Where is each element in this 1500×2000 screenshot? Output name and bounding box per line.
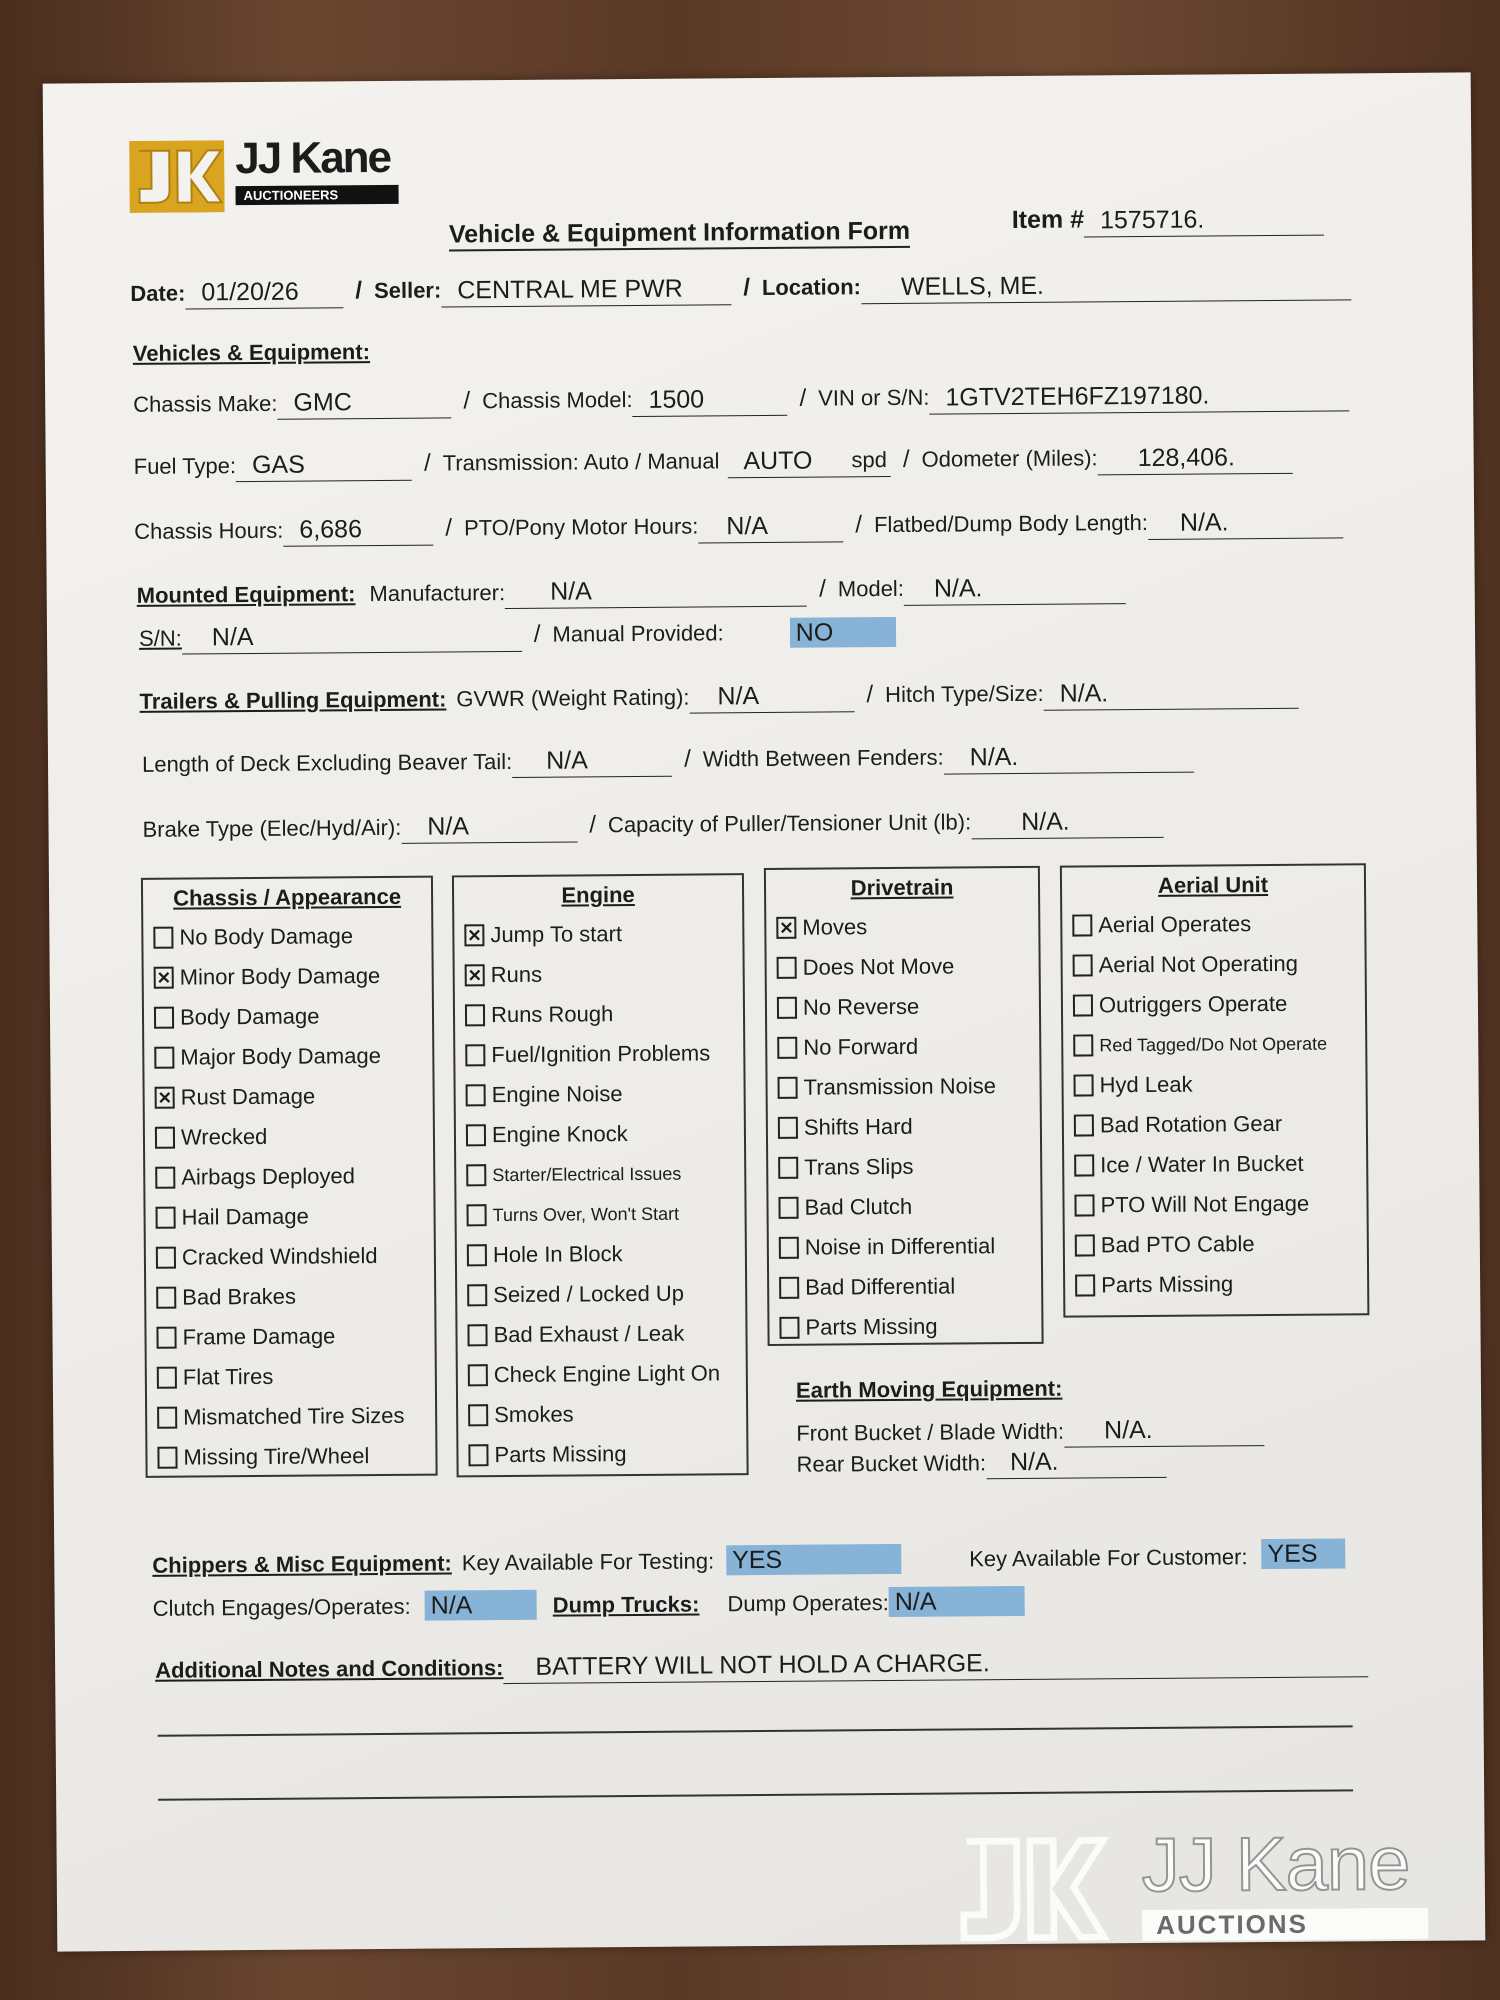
checklist-item[interactable] — [769, 1226, 1041, 1268]
checklist-item-label: Bad Differential — [805, 1273, 956, 1300]
pto-hours-label: / PTO/Pony Motor Hours: — [433, 513, 698, 546]
checklist-item-label: Red Tagged/Do Not Operate — [1099, 1033, 1328, 1055]
checklist-item[interactable] — [146, 1316, 434, 1358]
checkbox-icon[interactable] — [467, 1244, 487, 1266]
front-bucket-label: Front Bucket / Blade Width: — [796, 1418, 1065, 1446]
checklist-item[interactable] — [767, 1026, 1039, 1068]
checkbox-icon[interactable] — [1075, 1234, 1095, 1256]
seller-label: / Seller: — [343, 277, 441, 309]
checklist-item-label: Flat Tires — [182, 1363, 274, 1390]
seller-field[interactable]: CENTRAL ME PWR — [441, 273, 731, 307]
checklist-item[interactable] — [144, 956, 432, 998]
sn-label: S/N: — [138, 625, 182, 651]
checkbox-icon[interactable] — [157, 1407, 177, 1429]
checklist-item[interactable] — [457, 1233, 745, 1275]
checklist-item-label: Hyd Leak — [1099, 1071, 1193, 1098]
checkbox-icon[interactable] — [156, 1327, 176, 1349]
checked-checkbox-icon[interactable] — [154, 967, 174, 989]
brake-type-label: Brake Type (Elec/Hyd/Air): — [142, 814, 402, 842]
checklist-item-label: Bad Brakes — [182, 1283, 297, 1310]
checklist-item[interactable] — [145, 1156, 433, 1198]
item-label: Item # — [1011, 205, 1085, 235]
checklist-item-label: Parts Missing — [805, 1313, 938, 1340]
deck-length-label: Length of Deck Excluding Beaver Tail: — [141, 748, 513, 777]
front-bucket-field[interactable]: N/A . — [1064, 1414, 1264, 1448]
checklist-item-label: Smokes — [494, 1401, 574, 1428]
checklist-item-label: Bad PTO Cable — [1100, 1231, 1255, 1258]
transmission-speed-suffix: spd — [847, 447, 891, 477]
capacity-label: / Capacity of Puller/Tensioner Unit (lb): — [577, 808, 971, 842]
aerial-section-title: Aerial Unit — [1157, 872, 1269, 898]
checklist-item[interactable] — [1062, 943, 1364, 985]
checklist-item-label: Hail Damage — [181, 1203, 309, 1230]
engine-section-title: Engine — [561, 882, 635, 908]
checklist-item[interactable] — [457, 1273, 745, 1315]
logo-tagline: AUCTIONEERS — [235, 185, 398, 205]
earth-moving-header: Earth Moving Equipment: — [795, 1375, 1063, 1403]
dump-trucks-header: Dump Trucks: — [552, 1591, 700, 1618]
checklist-item[interactable] — [1063, 1063, 1365, 1105]
vin-field[interactable]: 1GTV2TEH6FZ197180 . — [929, 379, 1349, 414]
checklist-item-label: Starter/Electrical Issues — [492, 1163, 682, 1185]
notes-line-3[interactable] — [158, 1789, 1353, 1800]
checklist-item-label: Bad Exhaust / Leak — [493, 1320, 685, 1348]
checkbox-icon[interactable] — [465, 1044, 485, 1066]
checklist-item-label: Jump To start — [490, 921, 623, 948]
checklist-item[interactable] — [457, 1313, 745, 1355]
chassis-model-label: / Chassis Model: — [451, 386, 632, 418]
vin-label: / VIN or S/N: — [787, 384, 929, 416]
checklist-item[interactable] — [1064, 1143, 1366, 1185]
mounted-header: Mounted Equipment: — [136, 581, 356, 608]
checkbox-icon[interactable] — [1074, 1154, 1094, 1176]
checklist-item[interactable] — [1064, 1183, 1366, 1225]
checklist-item-label: Engine Noise — [491, 1081, 623, 1108]
aerial-section — [1060, 863, 1370, 1317]
checklist-item-label: Cracked Windshield — [181, 1243, 378, 1270]
checkbox-icon[interactable] — [156, 1287, 176, 1309]
checklist-item-label: Outriggers Operate — [1098, 990, 1288, 1018]
odometer-field[interactable]: 128,406 . — [1098, 442, 1293, 476]
chassis-make-label: Chassis Make: — [133, 390, 278, 417]
dump-operates-field[interactable]: N/A — [889, 1586, 1025, 1617]
checklist-item[interactable] — [144, 996, 432, 1038]
form-sheet — [43, 72, 1486, 1951]
checklist-item[interactable] — [768, 1106, 1040, 1148]
model-label: / Model: — [807, 575, 904, 607]
chassis-hours-field[interactable]: 6,686 — [283, 514, 433, 547]
logo-name: JJ Kane — [235, 132, 391, 184]
checkbox-icon[interactable] — [1075, 1274, 1095, 1296]
checkbox-icon[interactable] — [467, 1284, 487, 1306]
manual-label: / Manual Provided: — [522, 619, 724, 652]
checklist-item[interactable] — [1064, 1103, 1366, 1145]
drivetrain-section-title: Drivetrain — [850, 874, 954, 901]
checklist-item-label: Runs — [490, 961, 543, 988]
checklist-item[interactable] — [458, 1393, 746, 1435]
checklist-item[interactable] — [769, 1306, 1041, 1348]
checklist-item-label: PTO Will Not Engage — [1100, 1190, 1310, 1218]
checklist-item-label: Engine Knock — [491, 1121, 628, 1148]
checklist-item[interactable] — [768, 1186, 1040, 1228]
checked-checkbox-icon[interactable] — [776, 917, 796, 939]
checkbox-icon[interactable] — [157, 1447, 177, 1469]
key-customer-field[interactable]: YES — [1261, 1538, 1345, 1569]
checklist-item[interactable] — [1063, 983, 1365, 1025]
checklist-item-label: Bad Clutch — [804, 1193, 913, 1220]
fenders-field[interactable]: N/A . — [944, 741, 1194, 775]
fenders-label: / Width Between Fenders: — [672, 744, 944, 777]
notes-label: Additional Notes and Conditions: — [155, 1655, 504, 1683]
vehicles-header: Vehicles & Equipment: — [132, 339, 371, 366]
manual-provided-field[interactable]: NO — [790, 617, 896, 648]
checked-checkbox-icon[interactable] — [465, 964, 485, 986]
checklist-item-label: Major Body Damage — [180, 1043, 381, 1070]
checkbox-icon[interactable] — [155, 1127, 175, 1149]
hitch-label: / Hitch Type/Size: — [854, 680, 1043, 712]
chassis-make-field[interactable]: GMC — [277, 386, 451, 419]
drivetrain-section — [764, 866, 1044, 1346]
checklist-item[interactable] — [454, 913, 742, 955]
watermark — [946, 1820, 1410, 1956]
checklist-item[interactable] — [767, 986, 1039, 1028]
checklist-item-label: Fuel/Ignition Problems — [491, 1040, 711, 1068]
checklist-item[interactable] — [1065, 1263, 1367, 1305]
checkbox-icon[interactable] — [1074, 1194, 1094, 1216]
checklist-item[interactable] — [147, 1436, 435, 1478]
checklist-item-label: Does Not Move — [802, 953, 955, 980]
checkbox-icon[interactable] — [1073, 1034, 1093, 1056]
date-field[interactable]: 01/20/26 — [185, 276, 343, 309]
checkbox-icon[interactable] — [466, 1084, 486, 1106]
chippers-header: Chippers & Misc Equipment: — [152, 1550, 452, 1578]
checklist-item-label: Aerial Not Operating — [1098, 950, 1299, 978]
key-testing-label: Key Available For Testing: — [461, 1548, 715, 1576]
checklist-item-label: No Reverse — [802, 993, 920, 1020]
checklist-item-label: Runs Rough — [490, 1001, 614, 1028]
sn-field[interactable]: N/A — [182, 620, 522, 655]
hitch-field[interactable]: N/A . — [1044, 677, 1299, 711]
checkbox-icon[interactable] — [778, 1077, 798, 1099]
checkbox-icon[interactable] — [779, 1277, 799, 1299]
checklist-item[interactable] — [455, 1073, 743, 1115]
checklist-item-label: Minor Body Damage — [179, 963, 381, 990]
checklist-item[interactable] — [455, 993, 743, 1035]
checklist-item[interactable] — [458, 1353, 746, 1395]
checked-checkbox-icon[interactable] — [155, 1087, 175, 1109]
checkbox-icon[interactable] — [468, 1444, 488, 1466]
checklist-item[interactable] — [144, 1076, 432, 1118]
watermark-jk-icon — [946, 1830, 1112, 1951]
checklist-item[interactable] — [146, 1276, 434, 1318]
brake-type-field[interactable]: N/A — [401, 810, 577, 843]
checkbox-icon[interactable] — [778, 1157, 798, 1179]
checklist-item[interactable] — [1062, 903, 1364, 945]
chassis-section-title: Chassis / Appearance — [173, 883, 402, 911]
checkbox-icon[interactable] — [466, 1164, 486, 1186]
body-length-field[interactable]: N/A . — [1148, 506, 1343, 540]
checklist-item-label: Wrecked — [180, 1123, 268, 1150]
checklist-item[interactable] — [146, 1236, 434, 1278]
checklist-item-label: Body Damage — [179, 1003, 320, 1030]
jjkane-logo — [129, 132, 391, 218]
checkbox-icon[interactable] — [1074, 1114, 1094, 1136]
deck-length-field[interactable]: N/A — [512, 745, 672, 778]
checklist-item[interactable] — [143, 916, 431, 958]
checkbox-icon[interactable] — [777, 957, 797, 979]
date-label: Date: — [130, 280, 186, 306]
checkbox-icon[interactable] — [779, 1317, 799, 1339]
checklist-item[interactable] — [456, 1193, 744, 1235]
model-field[interactable]: N/A . — [904, 572, 1126, 606]
checklist-item-label: Turns Over, Won't Start — [492, 1203, 680, 1225]
fuel-field[interactable]: GAS — [236, 449, 412, 482]
odometer-label: / Odometer (Miles): — [891, 444, 1098, 477]
notes-field[interactable]: BATTERY WILL NOT HOLD A CHARGE. — [503, 1645, 1368, 1684]
checklist-item[interactable] — [144, 1036, 432, 1078]
checklist-item-label: Parts Missing — [1101, 1271, 1234, 1298]
checkbox-icon[interactable] — [779, 1237, 799, 1259]
checklist-item[interactable] — [767, 1066, 1039, 1108]
location-field[interactable]: WELLS, ME . — [861, 268, 1351, 304]
body-length-label: / Flatbed/Dump Body Length: — [843, 509, 1148, 542]
checklist-item[interactable] — [1063, 1023, 1365, 1065]
transmission-label: / Transmission: Auto / Manual — [412, 447, 720, 480]
checkbox-icon[interactable] — [156, 1247, 176, 1269]
checklist-item[interactable] — [458, 1433, 746, 1475]
checklist-item[interactable] — [147, 1396, 435, 1438]
key-testing-field[interactable]: YES — [726, 1544, 901, 1575]
checklist-item-label: Check Engine Light On — [493, 1360, 721, 1388]
checklist-item[interactable] — [456, 1113, 744, 1155]
checklist-item-label: Seized / Locked Up — [493, 1280, 685, 1308]
watermark-tagline: AUCTIONS — [1142, 1908, 1428, 1941]
checkbox-icon[interactable] — [153, 927, 173, 949]
checklist-item[interactable] — [766, 906, 1038, 948]
form-title: Vehicle & Equipment Information Form — [449, 217, 910, 252]
checklist-item-label: Shifts Hard — [803, 1113, 913, 1140]
checkbox-icon[interactable] — [154, 1007, 174, 1029]
checkbox-icon[interactable] — [1073, 994, 1093, 1016]
capacity-field[interactable]: N/A . — [971, 806, 1163, 840]
checked-checkbox-icon[interactable] — [464, 924, 484, 946]
item-number-field[interactable]: 1575716 . — [1084, 204, 1324, 238]
checkbox-icon[interactable] — [778, 1117, 798, 1139]
trailers-header: Trailers & Pulling Equipment: — [139, 686, 447, 714]
checkbox-icon[interactable] — [154, 1047, 174, 1069]
checklist-item-label: No Forward — [803, 1033, 919, 1060]
checkbox-icon[interactable] — [468, 1364, 488, 1386]
checkbox-icon[interactable] — [155, 1167, 175, 1189]
checkbox-icon[interactable] — [777, 1037, 797, 1059]
checklist-item-label: Moves — [802, 914, 868, 940]
checkbox-icon[interactable] — [467, 1324, 487, 1346]
location-label: / Location: — [731, 273, 861, 305]
checklist-item-label: Mismatched Tire Sizes — [183, 1402, 405, 1430]
checkbox-icon[interactable] — [1072, 914, 1092, 936]
checklist-item[interactable] — [769, 1266, 1041, 1308]
rear-bucket-label: Rear Bucket Width: — [796, 1450, 987, 1477]
checklist-item-label: Noise in Differential — [804, 1233, 996, 1260]
checkbox-icon[interactable] — [156, 1207, 176, 1229]
checklist-item-label: Hole In Block — [492, 1241, 623, 1268]
checklist-item[interactable] — [766, 946, 1038, 988]
checklist-item-label: Transmission Noise — [803, 1073, 997, 1100]
checklist-item[interactable] — [455, 953, 743, 995]
checkbox-icon[interactable] — [468, 1404, 488, 1426]
checkbox-icon[interactable] — [1074, 1074, 1094, 1096]
chassis-section — [141, 876, 438, 1478]
checklist-item-label: Ice / Water In Bucket — [1100, 1150, 1304, 1178]
checklist-item[interactable] — [1065, 1223, 1367, 1265]
checkbox-icon[interactable] — [778, 1197, 798, 1219]
chassis-hours-label: Chassis Hours: — [134, 517, 284, 544]
checkbox-icon[interactable] — [777, 997, 797, 1019]
transmission-field[interactable]: AUTO — [727, 445, 847, 478]
checklist-item-label: Aerial Operates — [1098, 911, 1252, 938]
jk-logo-icon — [129, 140, 225, 213]
checklist-item-label: Frame Damage — [182, 1323, 336, 1350]
key-customer-label: Key Available For Customer: — [969, 1544, 1248, 1572]
watermark-name: JJ Kane — [1141, 1820, 1410, 1909]
checklist-item-label: No Body Damage — [179, 923, 354, 950]
engine-section — [452, 873, 749, 1477]
dump-operates-label: Dump Operates: — [727, 1590, 889, 1617]
checklist-item[interactable] — [147, 1356, 435, 1398]
manufacturer-label: Manufacturer: — [369, 580, 506, 607]
checklist-item[interactable] — [145, 1196, 433, 1238]
checklist-item[interactable] — [456, 1153, 744, 1195]
gvwr-field[interactable]: N/A — [689, 680, 854, 713]
checklist-item-label: Bad Rotation Gear — [1099, 1110, 1283, 1138]
fuel-label: Fuel Type: — [133, 453, 237, 479]
gvwr-label: GVWR (Weight Rating): — [456, 684, 690, 712]
checklist-item[interactable] — [455, 1033, 743, 1075]
checklist-item[interactable] — [145, 1116, 433, 1158]
checklist-item-label: Rust Damage — [180, 1083, 316, 1110]
checkbox-icon[interactable] — [467, 1204, 487, 1226]
checklist-item-label: Airbags Deployed — [181, 1163, 356, 1190]
pto-hours-field[interactable]: N/A — [698, 510, 843, 543]
notes-line-2[interactable] — [158, 1725, 1353, 1736]
rear-bucket-field[interactable]: N/A . — [986, 1446, 1166, 1479]
manufacturer-field[interactable]: N/A — [505, 575, 807, 609]
clutch-label: Clutch Engages/Operates: — [152, 1593, 411, 1621]
checkbox-icon[interactable] — [157, 1367, 177, 1389]
clutch-field[interactable]: N/A — [425, 1590, 537, 1621]
checklist-item[interactable] — [768, 1146, 1040, 1188]
chassis-model-field[interactable]: 1500 — [632, 384, 787, 417]
checklist-item-label: Missing Tire/Wheel — [183, 1443, 370, 1470]
checkbox-icon[interactable] — [465, 1004, 485, 1026]
checkbox-icon[interactable] — [1073, 954, 1093, 976]
checklist-item-label: Trans Slips — [804, 1153, 914, 1180]
checklist-item-label: Parts Missing — [494, 1441, 627, 1468]
checkbox-icon[interactable] — [466, 1124, 486, 1146]
